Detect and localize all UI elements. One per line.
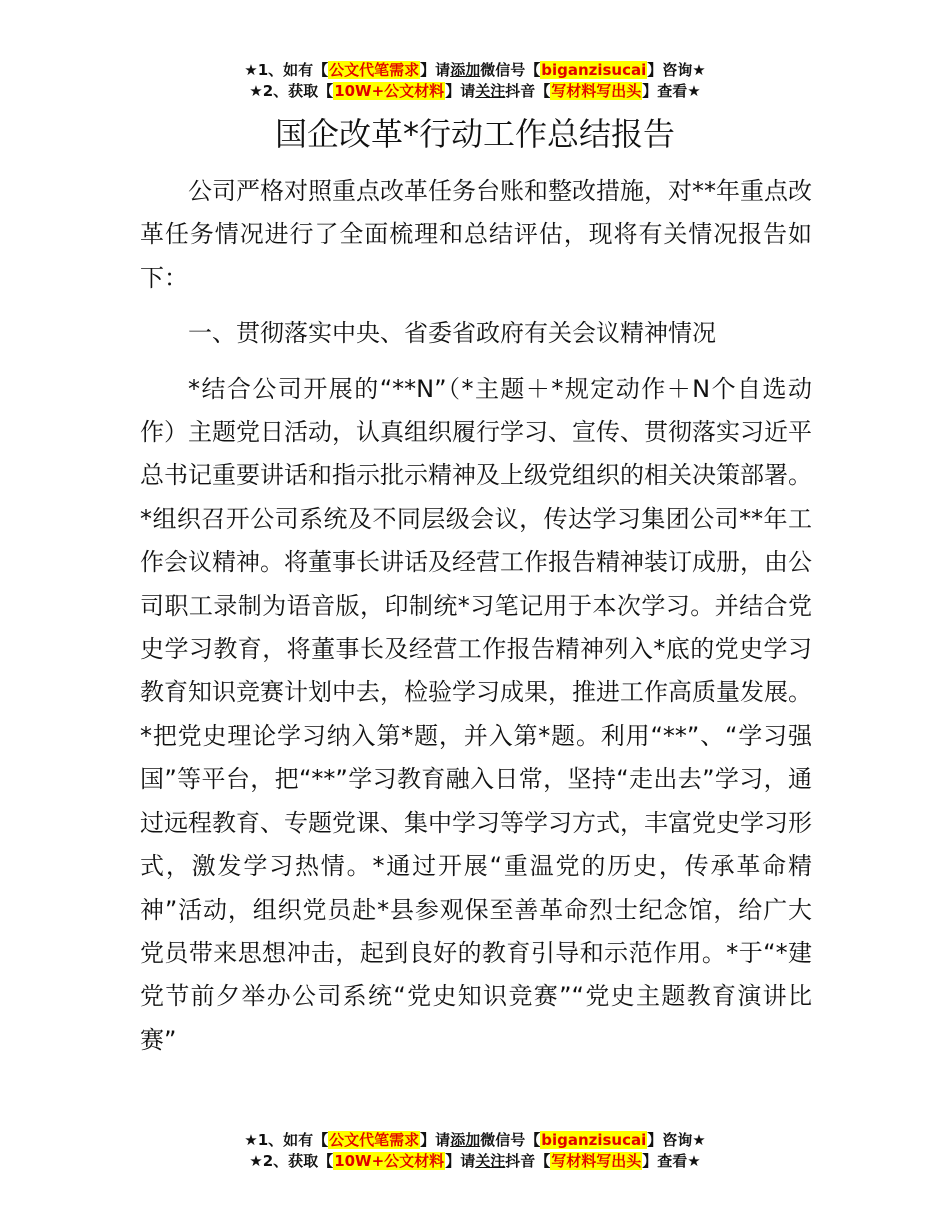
promo-text: 微信号【 — [480, 1131, 541, 1149]
paragraph-intro: 公司严格对照重点改革任务台账和整改措施，对**年重点改革任务情况进行了全面梳理和总结评估，现将有关情况报告如下： — [140, 177, 812, 292]
promo-highlight: 10W+公文材料 — [334, 82, 445, 100]
document-body — [140, 170, 812, 1062]
promo-text: 】查看★ — [642, 82, 701, 100]
promo-highlight: biganzisucai — [541, 1131, 647, 1149]
promo-text: 】查看★ — [642, 1152, 701, 1170]
section-heading: 一、贯彻落实中央、省委省政府有关会议精神情况 — [188, 319, 716, 348]
promo-text: 抖音【 — [505, 1152, 551, 1170]
promo-highlight: biganzisucai — [541, 61, 647, 79]
promo-text: ★2、获取【 — [249, 82, 334, 100]
promo-text: 】请 — [420, 61, 451, 79]
promo-highlight: 写材料写出头 — [551, 1152, 642, 1170]
promo-underline: 添加 — [450, 61, 481, 79]
promo-text: ★1、如有【 — [244, 1131, 329, 1149]
paragraph-body: *结合公司开展的“**N”（*主题＋*规定动作＋N个自选动作）主题党日活动，认真组织履行学习、宣传、贯彻落实习近平总书记重要讲话和指示批示精神及上级党组织的相关决策部署。*组织召开公司系统及不同层级会议，传达学习集团公司**年工作会议精神。将董事长讲话及经营工作报告精神装订成册，由公司职工录制为语音版，印制统*习笔记用于本次学习。并结合党史学习教育，将董事长及经营工作报告精神列入*底的党史学习教育知识竞赛计划中去，检验学习成果，推进工作高质量发展。*把党史理论学习纳入第*题，并入第*题。利用“**”、“学习强国”等平台，把“**”学习教育融入日常，坚持“走出去”学习，通过远程教育、专题党课、集中学习等学习方式，丰富党史学习形式，激发学习热情。*通过开展“重温党的历史，传承革命精神”活动，组织党员赴*县参观保至善革命烈士纪念馆，给广大党员带来思想冲击，起到良好的教育引导和示范作用。*于“*建党节前夕举办公司系统“党史知识竞赛”“党史主题教育演讲比赛” — [140, 374, 812, 1054]
promo-text: 】咨询★ — [647, 61, 706, 79]
header-promo-banner — [0, 60, 950, 102]
promo-line-1 — [0, 60, 950, 81]
promo-highlight: 写材料写出头 — [551, 82, 642, 100]
promo-highlight: 公文代笔需求 — [329, 1131, 420, 1149]
promo-text: ★2、获取【 — [249, 1152, 334, 1170]
promo-line-2 — [0, 1151, 950, 1172]
footer-promo-banner — [0, 1130, 950, 1172]
promo-text: 】请 — [420, 1131, 451, 1149]
promo-underline: 添加 — [450, 1131, 481, 1149]
promo-text: 微信号【 — [480, 61, 541, 79]
promo-text: 抖音【 — [505, 82, 551, 100]
promo-underline: 关注 — [475, 82, 506, 100]
promo-highlight: 10W+公文材料 — [334, 1152, 445, 1170]
document-title: 国企改革*行动工作总结报告 — [274, 115, 675, 153]
promo-text: 】咨询★ — [647, 1131, 706, 1149]
promo-underline: 关注 — [475, 1152, 506, 1170]
promo-line-2 — [0, 81, 950, 102]
promo-line-1 — [0, 1130, 950, 1151]
promo-text: ★1、如有【 — [244, 61, 329, 79]
promo-text: 】请 — [445, 1152, 476, 1170]
promo-highlight: 公文代笔需求 — [329, 61, 420, 79]
promo-text: 】请 — [445, 82, 476, 100]
